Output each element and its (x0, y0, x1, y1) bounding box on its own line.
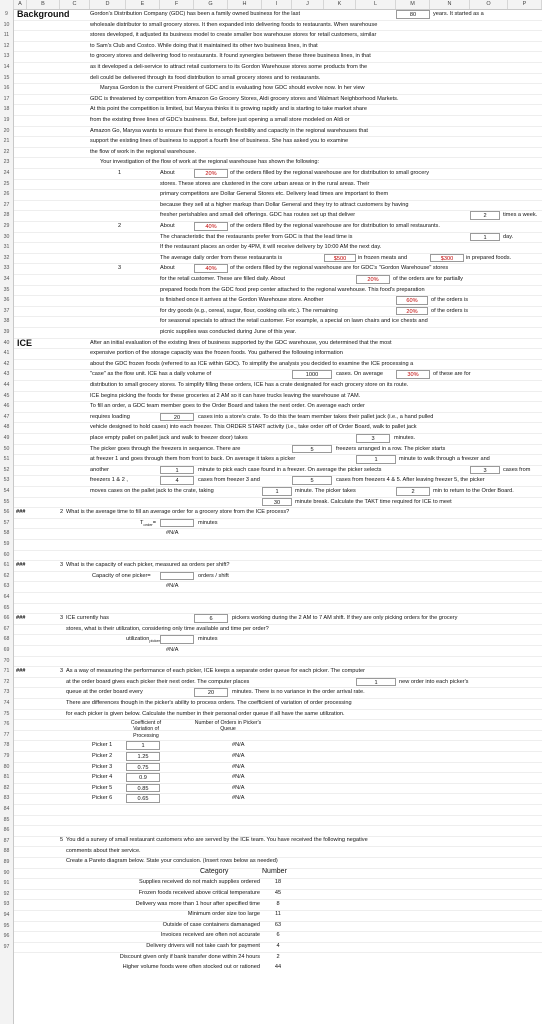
row-number[interactable]: 60 (3, 551, 10, 558)
column-header-a[interactable]: A (14, 0, 27, 9)
question-text[interactable]: ICE currently has (66, 615, 109, 622)
text-cell[interactable]: Marysa Gordon is the current President of GDC and is evaluating how GDC should evolve now. In her view (100, 85, 365, 92)
text-cell[interactable]: minute to pick each case found in a freezer. On average the picker selects (198, 466, 382, 473)
text-cell[interactable]: the flow of work in the regional warehouse. (90, 148, 197, 155)
picker-name[interactable]: Picker 4 (92, 774, 113, 781)
table-header-queue[interactable]: Number of Orders in Picker's Queue (194, 720, 262, 733)
row-number[interactable]: 21 (3, 138, 10, 145)
text-cell[interactable]: cases from freezer 3 and (198, 477, 260, 484)
row-number[interactable]: 95 (3, 922, 10, 929)
row-number[interactable]: 18 (3, 106, 10, 113)
row-number[interactable]: 48 (3, 424, 10, 431)
row-number[interactable]: 91 (3, 880, 10, 887)
hash-cell[interactable]: ### (16, 562, 26, 569)
text-cell[interactable]: primary competitors are Dollar General Stores etc. Delivery lead times are important to them (160, 191, 389, 198)
text-cell[interactable]: requires loading (90, 413, 130, 420)
input-minutes[interactable]: 20 (194, 688, 228, 697)
formula-label[interactable]: Capacity of one picker= (92, 572, 151, 579)
result-value[interactable]: #N/A (166, 647, 179, 653)
picker-queue[interactable]: #N/A (232, 763, 245, 770)
row-number[interactable]: 51 (3, 456, 10, 463)
row-number[interactable]: 42 (3, 360, 10, 367)
input-day[interactable]: 1 (470, 233, 500, 242)
input-pct[interactable]: 30% (396, 370, 430, 379)
row-number[interactable]: 45 (3, 392, 10, 399)
row-number[interactable]: 72 (3, 678, 10, 685)
item-number[interactable]: 1 (118, 170, 122, 176)
row-number[interactable]: 89 (3, 859, 10, 865)
row-number[interactable]: 62 (3, 572, 10, 579)
row-number[interactable]: 58 (3, 530, 10, 537)
formula-label (140, 518, 156, 529)
text-cell[interactable]: To fill an order, a GDC team member goes to the Order Board and takes the next order. On average each order (90, 403, 365, 410)
text-cell[interactable]: at freezer 1 and goes through them from front to back. On average it takes a picker (90, 456, 296, 463)
row-number[interactable]: 35 (3, 286, 10, 293)
row-number[interactable]: 23 (3, 159, 10, 166)
text-cell[interactable]: for dry goods (e.g., cereal, sugar, flour, cooking oils etc.). The remaining (160, 307, 338, 314)
number-cell[interactable]: 11 (275, 911, 281, 918)
picker-queue[interactable]: #N/A (232, 742, 245, 749)
text-cell[interactable]: GDC is threatened by competition from Amazon Go Grocery Stores, Aldi grocery stores and Walmart Neighborhood Markets. (90, 95, 399, 102)
row-number[interactable]: 69 (3, 647, 10, 653)
row-number[interactable]: 65 (3, 604, 10, 611)
row-number[interactable]: 40 (3, 339, 10, 346)
text-cell[interactable]: expensive portion of the storage capacity was the frozen foods. You gathered the following information (90, 350, 343, 357)
input-minutes[interactable]: 1 (262, 487, 292, 496)
table-header-number[interactable]: Number (262, 867, 287, 875)
input-times[interactable]: 2 (470, 211, 500, 220)
row-number[interactable]: 25 (3, 180, 10, 187)
row-number[interactable]: 27 (3, 201, 10, 208)
input-minutes[interactable]: 2 (396, 487, 430, 496)
question-text[interactable]: stores, what is their utilization, considering only time available and time per order? (66, 625, 269, 632)
row-number[interactable]: 22 (3, 148, 10, 155)
picker-name[interactable]: Picker 1 (92, 742, 113, 749)
text-cell[interactable]: The average daily order from these restaurants is (160, 254, 283, 261)
category-cell[interactable]: Supplies received do not match supplies ordered (139, 879, 260, 886)
picker-cv[interactable]: 0.9 (126, 773, 160, 782)
row-number[interactable]: 64 (3, 594, 10, 600)
text-cell[interactable]: deli could be delivered through its food distribution to small grocery stores and to restaurants. (90, 74, 321, 81)
sheet-content (0, 9, 542, 1024)
question-text[interactable]: at the order board gives each picker their next order. The computer places (66, 678, 250, 685)
row-number[interactable]: 70 (3, 657, 10, 664)
input-cases[interactable]: 3 (470, 466, 500, 475)
input-cases[interactable]: 4 (160, 476, 194, 485)
row-number[interactable]: 75 (3, 710, 10, 717)
unit-label[interactable]: minutes (198, 636, 218, 643)
category-cell[interactable]: Minimum order size too large (187, 911, 260, 918)
question-text[interactable]: You did a survey of small restaurant customers who are served by the ICE team. You have received the following negative (66, 837, 368, 843)
row-number[interactable]: 79 (3, 753, 10, 759)
row-number[interactable]: 67 (3, 625, 10, 632)
text-cell[interactable]: fresher perishables and small deli offerings. GDC has routes set up that deliver (160, 212, 356, 219)
text-cell[interactable]: prepared foods from the GDC food prep center attached to the regional warehouse. This food's preparation (160, 286, 425, 293)
row-number[interactable]: 33 (3, 265, 10, 272)
formula-subscript: picker (149, 638, 160, 644)
row-number[interactable]: 59 (3, 541, 10, 547)
text-cell[interactable]: in prepared foods. (466, 254, 512, 261)
input-minutes[interactable]: 3 (356, 434, 390, 443)
select-all-corner[interactable] (0, 0, 14, 9)
row-number[interactable]: 81 (3, 774, 10, 781)
text-cell[interactable]: cases from freezers 4 & 5. After leaving freezer 5, the picker (336, 477, 485, 484)
question-text[interactable]: pickers working during the 2 AM to 7 AM shift. If they are only picking orders for the grocery (232, 615, 458, 622)
unit-label[interactable]: orders / shift (198, 572, 229, 579)
row-number[interactable]: 93 (3, 901, 10, 908)
text-cell[interactable]: day. (503, 233, 514, 240)
row-number[interactable]: 87 (3, 837, 10, 844)
text-cell[interactable]: for seasonal specials to attract the retail customer. For example, a special on lawn chairs and ice chests and (160, 318, 428, 325)
question-number[interactable]: 2 (60, 509, 64, 516)
table-header-cv[interactable]: Coefficient of Variation of Processing (130, 720, 162, 739)
column-header-n[interactable]: N (430, 0, 470, 9)
answer-input[interactable] (160, 572, 194, 581)
picker-name[interactable]: Picker 6 (92, 795, 113, 802)
category-cell[interactable]: Discount given only if bank transfer done within 24 hours (119, 953, 260, 960)
category-cell[interactable]: Delivery was more than 1 hour after specified time (135, 900, 260, 907)
number-cell[interactable]: 4 (276, 943, 280, 949)
row-number[interactable]: 28 (3, 212, 10, 219)
input-freezers[interactable]: 5 (292, 445, 332, 454)
text-cell[interactable]: stores developed, it adjusted its business model to create smaller box warehouse stores for retail customers, similar (90, 32, 377, 39)
input-cases[interactable]: 5 (292, 476, 332, 485)
answer-input[interactable] (160, 635, 194, 644)
number-cell[interactable]: 6 (276, 932, 280, 939)
row-number[interactable]: 54 (3, 488, 10, 494)
text-cell[interactable]: If the restaurant places an order by 4PM, it will receive delivery by 10:00 AM the next day. (160, 244, 382, 251)
question-number[interactable]: 5 (60, 837, 64, 843)
number-cell[interactable]: 44 (274, 964, 282, 971)
row-number[interactable]: 63 (3, 583, 10, 590)
input-daily-volume[interactable]: 1000 (292, 370, 332, 379)
picker-queue[interactable]: #N/A (232, 784, 245, 791)
row-number[interactable]: 39 (3, 329, 10, 335)
category-cell[interactable]: Delivery drivers will not take cash for payment (146, 943, 260, 949)
input-pct[interactable]: 40% (194, 222, 228, 231)
text-cell[interactable]: years. It started as a (433, 11, 484, 17)
hash-cell[interactable]: ### (16, 668, 26, 675)
picker-cv[interactable]: 0.65 (126, 794, 160, 803)
row-number[interactable]: 11 (3, 32, 10, 39)
row-number[interactable]: 74 (3, 700, 10, 706)
text-cell[interactable]: cases into a store's crate. To do this the team member takes their pallet jack (i.e., a hand pulled (198, 413, 434, 420)
input-years[interactable]: 80 (396, 10, 430, 19)
row-number[interactable]: 38 (3, 318, 10, 325)
row-number[interactable]: 84 (3, 806, 10, 812)
number-cell[interactable]: 45 (274, 890, 282, 896)
question-text[interactable]: What is the average time to fill an average order for a grocery store from the ICE process? (66, 509, 290, 516)
result-value[interactable]: #N/A (166, 530, 179, 537)
column-header-m[interactable]: M (396, 0, 430, 9)
text-cell[interactable]: After an initial evaluation of the existing lines of business supported by the GDC warehouse, you determined that the most (90, 339, 392, 346)
picker-cv[interactable]: 0.75 (126, 763, 160, 772)
row-number[interactable]: 19 (3, 117, 10, 123)
row-number[interactable]: 43 (3, 371, 10, 378)
text-cell[interactable]: ICE begins picking the foods for these groceries at 2 AM so it can have trucks leaving the warehouse at 7AM. (90, 392, 361, 399)
column-header-g[interactable]: G (194, 0, 228, 9)
text-cell[interactable]: Your investigation of the flow of work at the regional warehouse has shown the following: (100, 159, 320, 166)
number-cell[interactable]: 63 (274, 921, 282, 928)
column-header-i[interactable]: I (262, 0, 292, 9)
row-number[interactable]: 56 (3, 509, 10, 516)
row-number[interactable]: 17 (3, 95, 10, 102)
column-header-d[interactable]: D (90, 0, 126, 9)
number-cell[interactable]: 18 (274, 879, 282, 886)
text-cell[interactable]: The characteristic that the restaurants prefer from GDC is that the lead time is (160, 233, 353, 240)
column-header-f[interactable]: F (160, 0, 194, 9)
answer-input[interactable] (160, 519, 194, 528)
row-number[interactable]: 16 (3, 85, 10, 92)
column-header-b[interactable]: B (27, 0, 60, 9)
text-cell[interactable]: as it developed a deli-service to attract retail customers to its Gordon Warehouse stores some products from the (90, 64, 368, 70)
text-cell[interactable]: picnic supplies was conducted during June of this year. (160, 329, 297, 335)
text-cell[interactable]: freezers 1 & 2 , (90, 477, 128, 484)
row-number[interactable]: 73 (3, 689, 10, 696)
row-number[interactable]: 90 (3, 869, 10, 876)
text-cell[interactable]: cases from (503, 466, 531, 473)
row-number[interactable]: 37 (3, 307, 10, 314)
row-number[interactable]: 14 (3, 64, 10, 70)
input-minutes[interactable]: 1 (356, 455, 396, 464)
row-number[interactable]: 44 (3, 382, 10, 388)
question-text[interactable]: Create a Pareto diagram below. State your conclusion. (Insert rows below as needed) (66, 858, 278, 865)
column-header-l[interactable]: L (356, 0, 396, 9)
input-pct[interactable]: 60% (396, 296, 428, 305)
text-cell[interactable]: minute. The picker takes (295, 488, 356, 494)
row-number[interactable]: 80 (3, 763, 10, 770)
row-number[interactable]: 26 (3, 191, 10, 198)
row-number[interactable]: 68 (3, 636, 10, 643)
input-minutes[interactable]: 1 (160, 466, 194, 475)
question-text[interactable]: new order into each picker's (399, 678, 469, 685)
formula-subscript: order (143, 521, 153, 527)
input-orders[interactable]: 1 (356, 678, 396, 687)
picker-queue[interactable]: #N/A (232, 753, 245, 759)
input-pickers[interactable]: 6 (194, 614, 228, 623)
question-text[interactable]: There are differences though in the picker's ability to process orders. The coefficient of variation of order processing (66, 700, 352, 706)
row-number[interactable]: 76 (3, 721, 10, 728)
row-number[interactable]: 31 (3, 244, 10, 251)
row-number[interactable]: 66 (3, 615, 10, 622)
column-header-e[interactable]: E (126, 0, 160, 9)
input-prepared[interactable]: $300 (430, 254, 464, 263)
row-number[interactable]: 85 (3, 816, 10, 823)
input-pct[interactable]: 40% (194, 264, 228, 273)
input-pct[interactable]: 20% (396, 307, 428, 316)
text-cell[interactable]: minute to walk through a freezer and (399, 456, 490, 463)
input-pct[interactable]: 20% (194, 169, 228, 178)
text-cell[interactable]: about the GDC frozen foods (referred to as ICE within GDC). To simplify the analysis you decided to examine the ICE processing a (90, 360, 414, 367)
number-cell[interactable]: 2 (276, 953, 280, 960)
text-cell[interactable]: distribution to small grocery stores. To simplify filling these orders, ICE has a crate designated for each grocery store on its route. (90, 382, 409, 388)
row-number[interactable]: 88 (3, 848, 10, 855)
hash-cell[interactable]: ### (16, 509, 26, 516)
text-cell[interactable]: wholesale distributor to small grocery stores. It then expanded into delivering foods to restaurants. When warehouse (90, 21, 378, 28)
text-cell[interactable]: from the existing three lines of GDC's business. But, before just opening a small store modeled on Aldi or (90, 117, 350, 123)
text-cell[interactable]: in frozen meats and (358, 254, 408, 261)
input-cases[interactable]: 20 (160, 413, 194, 422)
picker-name[interactable]: Picker 3 (92, 763, 113, 770)
row-number[interactable]: 15 (3, 74, 10, 81)
text-cell[interactable]: vehicle designed to hold cases) into each freezer. This ORDER START activity (i.e., take order off of Order Board, walk to pallet jack (90, 424, 417, 431)
hash-cell[interactable]: ### (16, 615, 26, 622)
text-cell[interactable]: stores. These stores are clustered in the core urban areas or in the rural areas. Their (160, 180, 370, 187)
text-cell[interactable]: of the orders are for partially (393, 276, 463, 282)
category-cell[interactable]: Outside of case containers damanaged (162, 921, 260, 928)
table-header-category[interactable]: Category (200, 867, 229, 875)
text-cell[interactable]: of these are for (433, 371, 471, 378)
row-number[interactable]: 96 (3, 933, 10, 940)
row-number[interactable]: 36 (3, 297, 10, 304)
unit-label[interactable]: minutes (198, 519, 218, 526)
input-pct[interactable]: 20% (356, 275, 390, 284)
text-cell[interactable]: place empty pallet on pallet jack and walk to freezer door) takes (90, 435, 248, 441)
row-number[interactable]: 50 (3, 445, 10, 452)
column-header-c[interactable]: C (60, 0, 90, 9)
text-cell[interactable]: of the orders is (431, 307, 468, 314)
picker-queue[interactable]: #N/A (232, 795, 245, 802)
row-number[interactable]: 32 (3, 254, 10, 261)
question-text[interactable]: What is the capacity of each picker, measured as orders per shift? (66, 562, 230, 569)
row-number[interactable]: 57 (3, 519, 10, 526)
category-cell[interactable]: Invoices received are often not accurate (160, 932, 260, 939)
question-text[interactable]: for each picker is given below. Calculate the number in their personal order queue if all have the same utilization. (66, 710, 345, 717)
row-number[interactable]: 13 (3, 53, 10, 60)
section-label-ice[interactable]: ICE (17, 337, 33, 348)
column-header-o[interactable]: O (470, 0, 508, 9)
row-number[interactable]: 92 (3, 890, 10, 897)
row-number[interactable]: 29 (3, 223, 10, 229)
text-cell[interactable]: of the orders is (431, 297, 468, 304)
column-header-p[interactable]: P (508, 0, 542, 9)
row-number[interactable]: 34 (3, 276, 10, 282)
picker-name[interactable]: Picker 5 (92, 784, 113, 791)
formula-label (126, 634, 163, 645)
item-number[interactable]: 3 (118, 265, 122, 272)
text-cell[interactable]: times a week. (503, 212, 538, 219)
row-number[interactable]: 24 (3, 170, 10, 176)
text-cell[interactable]: About (160, 223, 175, 229)
text-cell[interactable]: to grocery stores and delivering food to restaurants. It found synergies between these three business lines, in that (90, 53, 371, 60)
number-cell[interactable]: 8 (276, 900, 280, 907)
question-text[interactable]: queue at the order board every (66, 689, 143, 696)
question-text[interactable]: minutes. There is no variance in the order arrival rate. (232, 689, 365, 696)
question-number[interactable]: 3 (60, 615, 64, 622)
column-header-h[interactable]: H (228, 0, 262, 9)
row-number[interactable]: 20 (3, 127, 10, 134)
picker-cv[interactable]: 1 (126, 741, 160, 750)
text-cell[interactable]: freezers arranged in a row. The picker starts (336, 445, 446, 452)
text-cell[interactable]: minute break. Calculate the TAKT time required for ICE to meet (295, 498, 452, 505)
row-number[interactable]: 49 (3, 435, 10, 441)
category-cell[interactable]: Frozen foods received above critical temperature (138, 890, 260, 896)
result-value[interactable]: #N/A (166, 583, 179, 590)
row-number[interactable]: 82 (3, 784, 10, 791)
text-cell[interactable]: The picker goes through the freezers in sequence. There are (90, 445, 241, 452)
row-number[interactable]: 30 (3, 233, 10, 240)
category-cell[interactable]: Higher volume foods were often stocked out or rationed (122, 964, 260, 971)
row-number[interactable]: 12 (3, 42, 10, 49)
input-frozen[interactable]: $500 (324, 254, 356, 263)
formula-symbol: utilization (126, 636, 150, 643)
section-label-background[interactable]: Background (17, 9, 70, 19)
picker-queue[interactable]: #N/A (232, 774, 245, 781)
picker-cv[interactable]: 0.85 (126, 784, 160, 793)
row-number[interactable]: 71 (3, 668, 10, 675)
text-cell[interactable]: support the existing lines of business to support a fourth line of business. She has asked you to examine (90, 138, 349, 145)
formula-symbol: T (140, 519, 144, 526)
text-cell[interactable]: cases. On average (336, 371, 383, 378)
text-cell[interactable]: At this point the competition is limited, but Marysa thinks it is growing rapidly and is starting to take market share (90, 106, 368, 113)
text-cell[interactable]: of the orders filled by the regional warehouse are for GDC's "Gordon Warehouse" stores (230, 265, 449, 272)
row-number[interactable]: 94 (3, 912, 10, 918)
row-number[interactable]: 10 (3, 21, 10, 28)
row-number[interactable]: 41 (3, 350, 10, 357)
row-number[interactable]: 61 (3, 562, 10, 569)
row-number[interactable]: 47 (3, 413, 10, 420)
text-cell[interactable]: because they sell at a higher markup than Dollar General and they try to attract customers by having (160, 201, 409, 208)
row-number[interactable]: 86 (3, 827, 10, 834)
text-cell[interactable]: moves cases on the pallet jack to the crate, taking (90, 488, 214, 494)
text-cell[interactable]: min to return to the Order Board. (433, 488, 514, 494)
text-cell[interactable]: is finished once it arrives at the Gordon Warehouse store. Another (160, 297, 324, 304)
row-number[interactable]: 9 (5, 11, 8, 17)
row-number[interactable]: 77 (3, 731, 10, 738)
text-cell[interactable]: of the orders filled by the regional warehouse are for distribution to small grocery (230, 170, 429, 176)
column-header-j[interactable]: J (292, 0, 324, 9)
text-cell[interactable]: "case" as the flow unit. ICE has a daily volume of (90, 371, 212, 378)
question-number[interactable]: 3 (60, 668, 64, 675)
text-cell[interactable]: to Sam's Club and Costco. While doing that it maintained its other two business lines, in that (90, 42, 318, 49)
question-number[interactable]: 3 (60, 562, 64, 569)
text-cell[interactable]: of the orders filled by the regional warehouse are for distribution to small restaurants. (230, 223, 440, 229)
row-number[interactable]: 83 (3, 795, 10, 802)
column-header-k[interactable]: K (324, 0, 356, 9)
input-break[interactable]: 30 (262, 498, 292, 507)
row-number[interactable]: 46 (3, 403, 10, 410)
picker-name[interactable]: Picker 2 (92, 753, 113, 759)
question-text[interactable]: As a way of measuring the performance of each picker, ICE keeps a separate order queue for each picker. The computer (66, 668, 366, 675)
text-cell[interactable]: About (160, 170, 175, 176)
row-number[interactable]: 97 (3, 943, 10, 950)
text-cell[interactable]: About (160, 265, 175, 272)
row-number[interactable]: 78 (3, 742, 10, 749)
row-number[interactable]: 52 (3, 466, 10, 473)
text-cell[interactable]: minutes. (394, 435, 416, 441)
text-cell[interactable]: Gordon's Distribution Company (GDC) has been a family owned business for the last (90, 11, 300, 17)
question-text[interactable]: comments about their service. (66, 847, 141, 854)
row-number[interactable]: 53 (3, 477, 10, 484)
item-number[interactable]: 2 (118, 223, 122, 229)
text-cell[interactable]: for the retail customer. These are filled daily. About (160, 276, 286, 282)
picker-cv[interactable]: 1.25 (126, 752, 160, 761)
row-number[interactable]: 55 (3, 498, 10, 505)
text-cell[interactable]: another (90, 466, 109, 473)
formula-equals: = (152, 519, 157, 526)
text-cell[interactable]: Amazon Go, Marysa wants to ensure that there is enough flexibility and capacity in the regional warehouses that (90, 127, 368, 134)
